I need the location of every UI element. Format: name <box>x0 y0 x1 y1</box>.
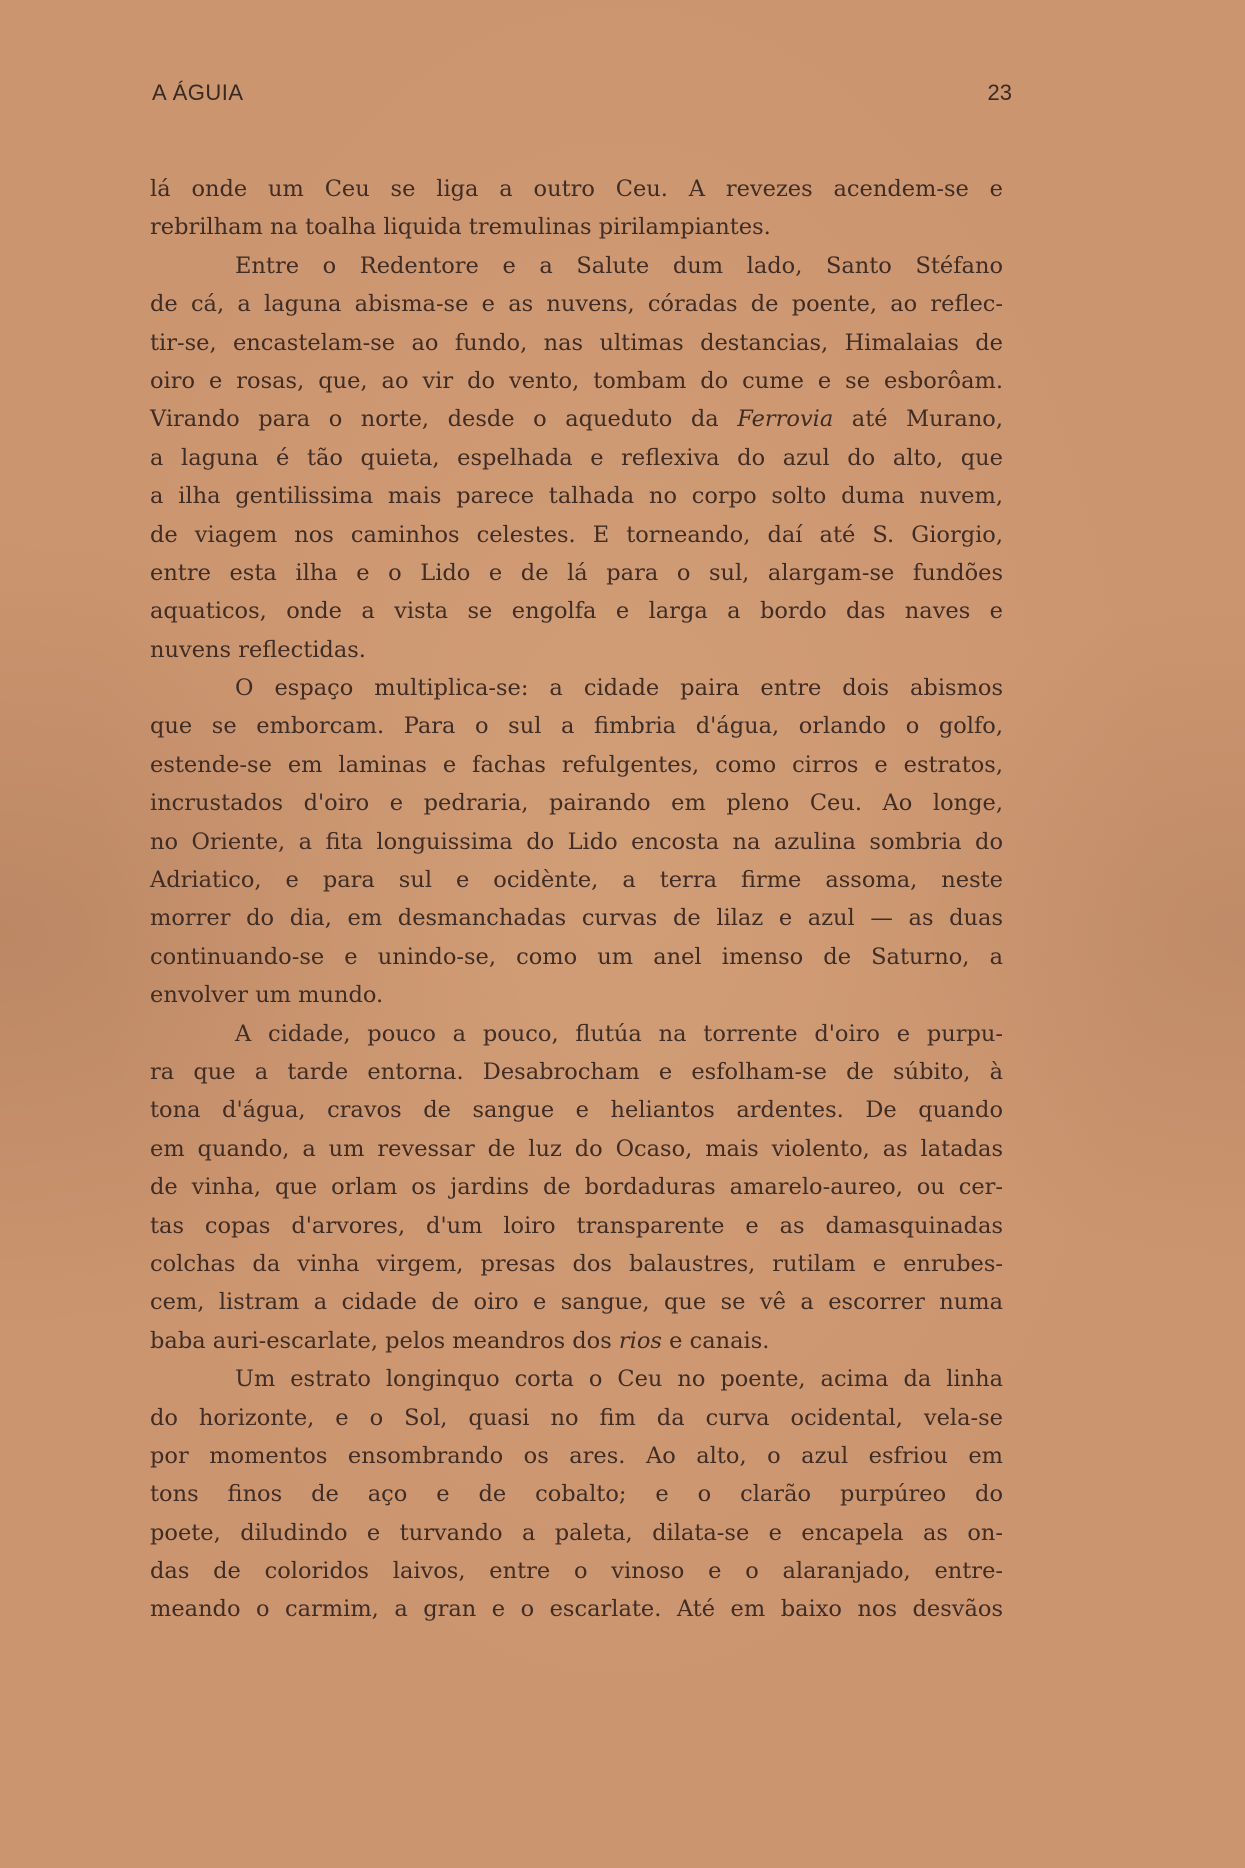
text-line: envolver um mundo. <box>150 982 384 1009</box>
italic-word: Ferrovia <box>737 406 834 433</box>
body-text <box>150 170 1003 1629</box>
text-line: no Oriente, a fita longuissima do Lido encosta na azulina sombria do <box>150 828 1003 855</box>
text-line: Adriatico, e para sul e ocidènte, a terra firme assoma, neste <box>150 867 1003 894</box>
italic-word: rios <box>618 1327 662 1354</box>
text-line: poete, diludindo e turvando a paleta, dilata-se e encapela as on- <box>150 1519 1003 1546</box>
text-line: oiro e rosas, que, ao vir do vento, tombam do cume e se esborôam. <box>150 367 1003 394</box>
text-line: colchas da vinha virgem, presas dos balaustres, rutilam e enrubes- <box>150 1250 1003 1277</box>
text-line: continuando-se e unindo-se, como um anel imenso de Saturno, a <box>150 943 1003 970</box>
text-line: Entre o Redentore e a Salute dum lado, Santo Stéfano <box>235 252 1003 279</box>
text-line: rebrilham na toalha liquida tremulinas pirilampiantes. <box>150 214 771 241</box>
text-line: tona d'água, cravos de sangue e heliantos ardentes. De quando <box>150 1097 1003 1124</box>
text-line: das de coloridos laivos, entre o vinoso e o alaranjado, entre- <box>150 1558 1003 1585</box>
text-line <box>150 400 1003 438</box>
text-line: em quando, a um revessar de luz do Ocaso, mais violento, as latadas <box>150 1135 1003 1162</box>
text-line: O espaço multiplica-se: a cidade paira entre dois abismos <box>235 675 1003 702</box>
text-line: tir-se, encastelam-se ao fundo, nas ultimas destancias, Himalaias de <box>150 329 1003 356</box>
text-line: tons finos de aço e de cobalto; e o clarão purpúreo do <box>150 1481 1003 1508</box>
text-line: meando o carmim, a gran e o escarlate. Até em baixo nos desvãos <box>150 1596 1003 1623</box>
text-line: do horizonte, e o Sol, quasi no fim da curva ocidental, vela-se <box>150 1404 1003 1431</box>
text-fragment: e canais. <box>661 1327 770 1354</box>
text-line: nuvens reflectidas. <box>150 636 366 663</box>
text-line: de viagem nos caminhos celestes. E torneando, daí até S. Giorgio, <box>150 521 1003 548</box>
running-header <box>152 80 1012 110</box>
text-fragment: Virando para o norte, desde o aqueduto da <box>150 406 738 433</box>
text-line: aquaticos, onde a vista se engolfa e larga a bordo das naves e <box>150 598 1003 625</box>
journal-title: A ÁGUIA <box>152 80 244 105</box>
text-line: a laguna é tão quieta, espelhada e reflexiva do azul do alto, que <box>150 444 1003 471</box>
text-line: Um estrato longinquo corta o Ceu no poente, acima da linha <box>235 1366 1003 1393</box>
page-number: 23 <box>987 80 1012 105</box>
text-line: estende-se em laminas e fachas refulgentes, como cirros e estratos, <box>150 751 1003 778</box>
text-fragment: baba auri-escarlate, pelos meandros dos <box>150 1327 619 1354</box>
text-line: a ilha gentilissima mais parece talhada no corpo solto duma nuvem, <box>150 483 1003 510</box>
text-fragment: até Murano, <box>833 406 1004 433</box>
text-line: que se emborcam. Para o sul a fimbria d'água, orlando o golfo, <box>150 713 1003 740</box>
text-line: entre esta ilha e o Lido e de lá para o sul, alargam-se fundões <box>150 559 1003 586</box>
text-line: de vinha, que orlam os jardins de bordaduras amarelo-aureo, ou cer- <box>150 1174 1003 1201</box>
text-line: lá onde um Ceu se liga a outro Ceu. A revezes acendem-se e <box>150 176 1003 202</box>
text-line: tas copas d'arvores, d'um loiro transparente e as damasquinadas <box>150 1212 1003 1239</box>
text-line: morrer do dia, em desmanchadas curvas de lilaz e azul — as duas <box>150 905 1003 932</box>
text-line: cem, listram a cidade de oiro e sangue, que se vê a escorrer numa <box>150 1289 1003 1316</box>
text-line: ra que a tarde entorna. Desabrocham e esfolham-se de súbito, à <box>150 1058 1003 1085</box>
text-line: incrustados d'oiro e pedraria, pairando em pleno Ceu. Ao longe, <box>150 790 1003 817</box>
text-line: A cidade, pouco a pouco, flutúa na torrente d'oiro e purpu- <box>235 1020 1003 1047</box>
text-line: por momentos ensombrando os ares. Ao alto, o azul esfriou em <box>150 1442 1003 1469</box>
text-line <box>150 1322 1003 1360</box>
text-line: de cá, a laguna abisma-se e as nuvens, córadas de poente, ao reflec- <box>150 291 1003 318</box>
